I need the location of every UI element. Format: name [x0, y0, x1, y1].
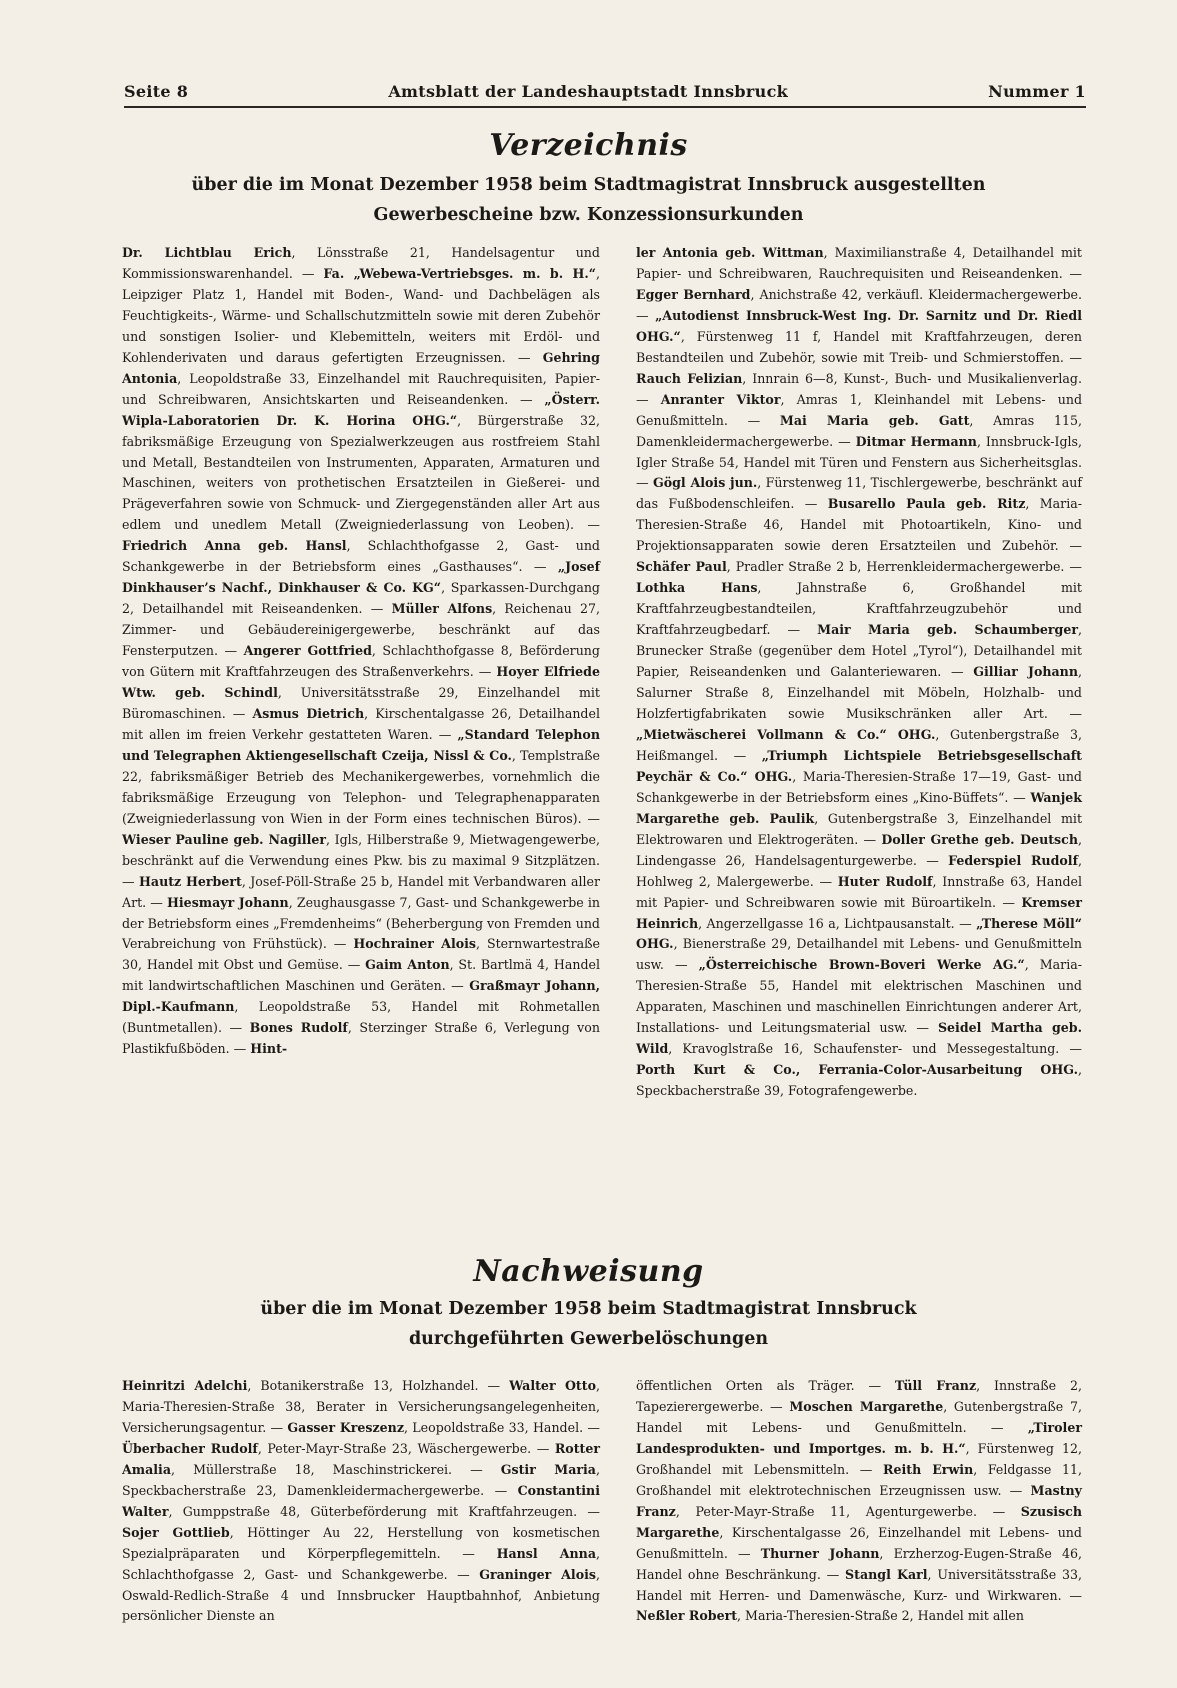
- subtitle-line: über die im Monat Dezember 1958 beim Stadtmagistrat Innsbruck ausgestellten: [191, 175, 986, 195]
- verzeichnis-column-left: Dr. Lichtblau Erich, Lönsstraße 21, Handelsagentur und Kommissionswarenhandel. — Fa. „Webewa-Vertriebsges. m. b. H.“, Leipziger Platz 1, Handel mit Boden-, Wand- und Dachbelägen als Feuchtigkeits-, Wärme- und Schallschutzmitteln sowie mit deren Zubehör und sonstigen Isolier- und Klebemitteln, weiters mit Erdöl- und Kohlenderivaten und daraus gefertigten Erzeugnissen. — Gehring Antonia, Leopoldstraße 33, Einzelhandel mit Rauchrequisiten, Papier- und Schreibwaren, Ansichtskarten und Reiseandenken. — „Österr. Wipla-Laboratorien Dr. K. Horina OHG.“, Bürgerstraße 32, fabriksmäßige Erzeugung von Spezialwerkzeugen aus rostfreiem Stahl und Metall, Bestandteilen von Instrumenten, Apparaten, Armaturen und Maschinen, weiters von prothetischen Ersatzteilen in Gießerei- und Prägeverfahren sowie von Schmuck- und Ziergegenständen aller Art aus edlem und unedlem Metall (Zweigniederlassung von Leoben). — Friedrich Anna geb. Hansl, Schlachthofgasse 2, Gast- und Schankgewerbe in der Betriebsform eines „Gasthauses“. — „Josef Dinkhauser’s Nachf., Dinkhauser & Co. KG“, Sparkassen-Durchgang 2, Detailhandel mit Reiseandenken. — Müller Alfons, Reichenau 27, Zimmer- und Gebäudereinigergewerbe, beschränkt auf das Fensterputzen. — Angerer Gottfried, Schlachthofgasse 8, Beförderung von Gütern mit Kraftfahrzeugen des Straßenverkehrs. — Hoyer Elfriede Wtw. geb. Schindl, Universitätsstraße 29, Einzelhandel mit Büromaschinen. — Asmus Dietrich, Kirschentalgasse 26, Detailhandel mit allen im freien Verkehr gestatteten Waren. — „Standard Telephon und Telegraphen Aktiengesellschaft Czeija, Nissl & Co., Templstraße 22, fabriksmäßiger Betrieb des Mechanikergewerbes, vornehmlich die fabriksmäßige Erzeugung von Telephon- und Telegraphenapparaten (Zweigniederlassung von Wien in der Form eines technischen Büros). — Wieser Pauline geb. Nagiller, Igls, Hilberstraße 9, Mietwagengewerbe, beschränkt auf die Verwendung eines Pkw. bis zu maximal 9 Sitzplätzen. — Hautz Herbert, Josef-Pöll-Straße 25 b, Handel mit Verbandwaren aller Art. — Hiesmayr Johann, Zeughausgasse 7, Gast- und Schankgewerbe in der Betriebsform eines „Fremdenheims“ (Beherbergung von Fremden und Verabreichung von Frühstück). — Hochrainer Alois, Sternwartestraße 30, Handel mit Obst und Gemüse. — Gaim Anton, St. Bartlmä 4, Handel mit landwirtschaftlichen Maschinen und Geräten. — Graßmayr Johann, Dipl.-Kaufmann, Leopoldstraße 53, Handel mit Rohmetallen (Buntmetallen). — Bones Rudolf, Sterzinger Straße 6, Verlegung von Plastikfußböden. — Hint-: [122, 245, 601, 1057]
- subtitle-line: durchgeführten Gewerbelöschungen: [408, 1329, 769, 1349]
- section-title-verzeichnis: Verzeichnis: [489, 128, 688, 163]
- issue-number: Nummer 1: [988, 82, 1086, 101]
- subtitle-line: Gewerbescheine bzw. Konzessionsurkunden: [373, 205, 804, 225]
- section-subtitle-verzeichnis: [150, 170, 1027, 230]
- verzeichnis-column-right: ler Antonia geb. Wittman, Maximilianstraße 4, Detailhandel mit Papier- und Schreibwaren, Rauchrequisiten und Reiseandenken. — Egger Bernhard, Anichstraße 42, verkäufl. Kleidermachergewerbe. — „Autodienst Innsbruck-West Ing. Dr. Sarnitz und Dr. Riedl OHG.“, Fürstenweg 11 f, Handel mit Kraftfahrzeugen, deren Bestandteilen und Zubehör, sowie mit Treib- und Schmierstoffen. — Rauch Felizian, Innrain 6—8, Kunst-, Buch- und Musikalienverlag. — Anranter Viktor, Amras 1, Kleinhandel mit Lebens- und Genußmitteln. — Mai Maria geb. Gatt, Amras 115, Damenkleidermachergewerbe. — Ditmar Hermann, Innsbruck-Igls, Igler Straße 54, Handel mit Türen und Fenstern aus Sicherheitsglas. — Gögl Alois jun., Fürstenweg 11, Tischlergewerbe, beschränkt auf das Fußbodenschleifen. — Busarello Paula geb. Ritz, Maria-Theresien-Straße 46, Handel mit Photoartikeln, Kino- und Projektionsapparaten sowie deren Ersatzteilen und Zubehör. — Schäfer Paul, Pradler Straße 2 b, Herrenkleidermachergewerbe. — Lothka Hans, Jahnstraße 6, Großhandel mit Kraftfahrzeugbestandteilen, Kraftfahrzeugzubehör und Kraftfahrzeugbedarf. — Mair Maria geb. Schaumberger, Brunecker Straße (gegenüber dem Hotel „Tyrol“), Detailhandel mit Papier, Reiseandenken und Galanteriewaren. — Gilliar Johann, Salurner Straße 8, Einzelhandel mit Möbeln, Holzhalb- und Holzfertigfabrikaten sowie Musikschränken aller Art. — „Mietwäscherei Vollmann & Co.“ OHG., Gutenbergstraße 3, Heißmangel. — „Triumph Lichtspiele Betriebsgesellschaft Peychär & Co.“ OHG., Maria-Theresien-Straße 17—19, Gast- und Schankgewerbe in der Betriebsform eines „Kino-Büffets“. — Wanjek Margarethe geb. Paulik, Gutenbergstraße 3, Einzelhandel mit Elektrowaren und Elektrogeräten. — Doller Grethe geb. Deutsch, Lindengasse 26, Handelsagenturgewerbe. — Federspiel Rudolf, Hohlweg 2, Malergewerbe. — Huter Rudolf, Innstraße 63, Handel mit Papier- und Schreibwaren sowie mit Büroartikeln. — Kremser Heinrich, Angerzellgasse 16 a, Lichtpausanstalt. — „Therese Möll“ OHG., Bienerstraße 29, Detailhandel mit Lebens- und Genußmitteln usw. — „Österreichische Brown-Boveri Werke AG.“, Maria-Theresien-Straße 55, Handel mit elektrischen Maschinen und Apparaten, Maschinen und maschinellen Einrichtungen anderer Art, Installations- und Leitungsmaterial usw. — Seidel Martha geb. Wild, Kravoglstraße 16, Schaufenster- und Messegestaltung. — Porth Kurt & Co., Ferrania-Color-Ausarbeitung OHG., Speckbacherstraße 39, Fotografengewerbe.: [636, 245, 1083, 1099]
- running-header: [124, 82, 1086, 101]
- section-subtitle-nachweisung: [150, 1294, 1027, 1354]
- subtitle-line: über die im Monat Dezember 1958 beim Stadtmagistrat Innsbruck: [260, 1299, 917, 1319]
- section-title-nachweisung: Nachweisung: [473, 1254, 704, 1289]
- nachweisung-column-left: Heinritzi Adelchi, Botanikerstraße 13, Holzhandel. — Walter Otto, Maria-Theresien-Straße 38, Berater in Versicherungsangelegenheiten, Versicherungsagentur. — Gasser Kreszenz, Leopoldstraße 33, Handel. — Überbacher Rudolf, Peter-Mayr-Straße 23, Wäschergewerbe. — Rotter Amalia, Müllerstraße 18, Maschinstrickerei. — Gstir Maria, Speckbacherstraße 23, Damenkleidermachergewerbe. — Constantini Walter, Gumppstraße 48, Güterbeförderung mit Kraftfahrzeugen. — Sojer Gottlieb, Höttinger Au 22, Herstellung von kosmetischen Spezialpräparaten und Körperpflegemitteln. — Hansl Anna, Schlachthofgasse 2, Gast- und Schankgewerbe. — Graninger Alois, Oswald-Redlich-Straße 4 und Innsbrucker Hauptbahnhof, Anbietung persönlicher Dienste an: [122, 1378, 601, 1624]
- header-rule: [124, 106, 1086, 108]
- nachweisung-column-right: öffentlichen Orten als Träger. — Tüll Franz, Innstraße 2, Tapezierergewerbe. — Moschen Margarethe, Gutenbergstraße 7, Handel mit Lebens- und Genußmitteln. — „Tiroler Landesprodukten- und Importges. m. b. H.“, Fürstenweg 12, Großhandel mit Lebensmitteln. — Reith Erwin, Feldgasse 11, Großhandel mit elektrotechnischen Erzeugnissen usw. — Mastny Franz, Peter-Mayr-Straße 11, Agenturgewerbe. — Szusisch Margarethe, Kirschentalgasse 26, Einzelhandel mit Lebens- und Genußmitteln. — Thurner Johann, Erzherzog-Eugen-Straße 46, Handel ohne Beschränkung. — Stangl Karl, Universitätsstraße 33, Handel mit Herren- und Damenwäsche, Kurz- und Wirkwaren. — Neßler Robert, Maria-Theresien-Straße 2, Handel mit allen: [636, 1378, 1083, 1624]
- publication-title: Amtsblatt der Landeshauptstadt Innsbruck: [388, 82, 789, 101]
- page-number: Seite 8: [124, 82, 189, 101]
